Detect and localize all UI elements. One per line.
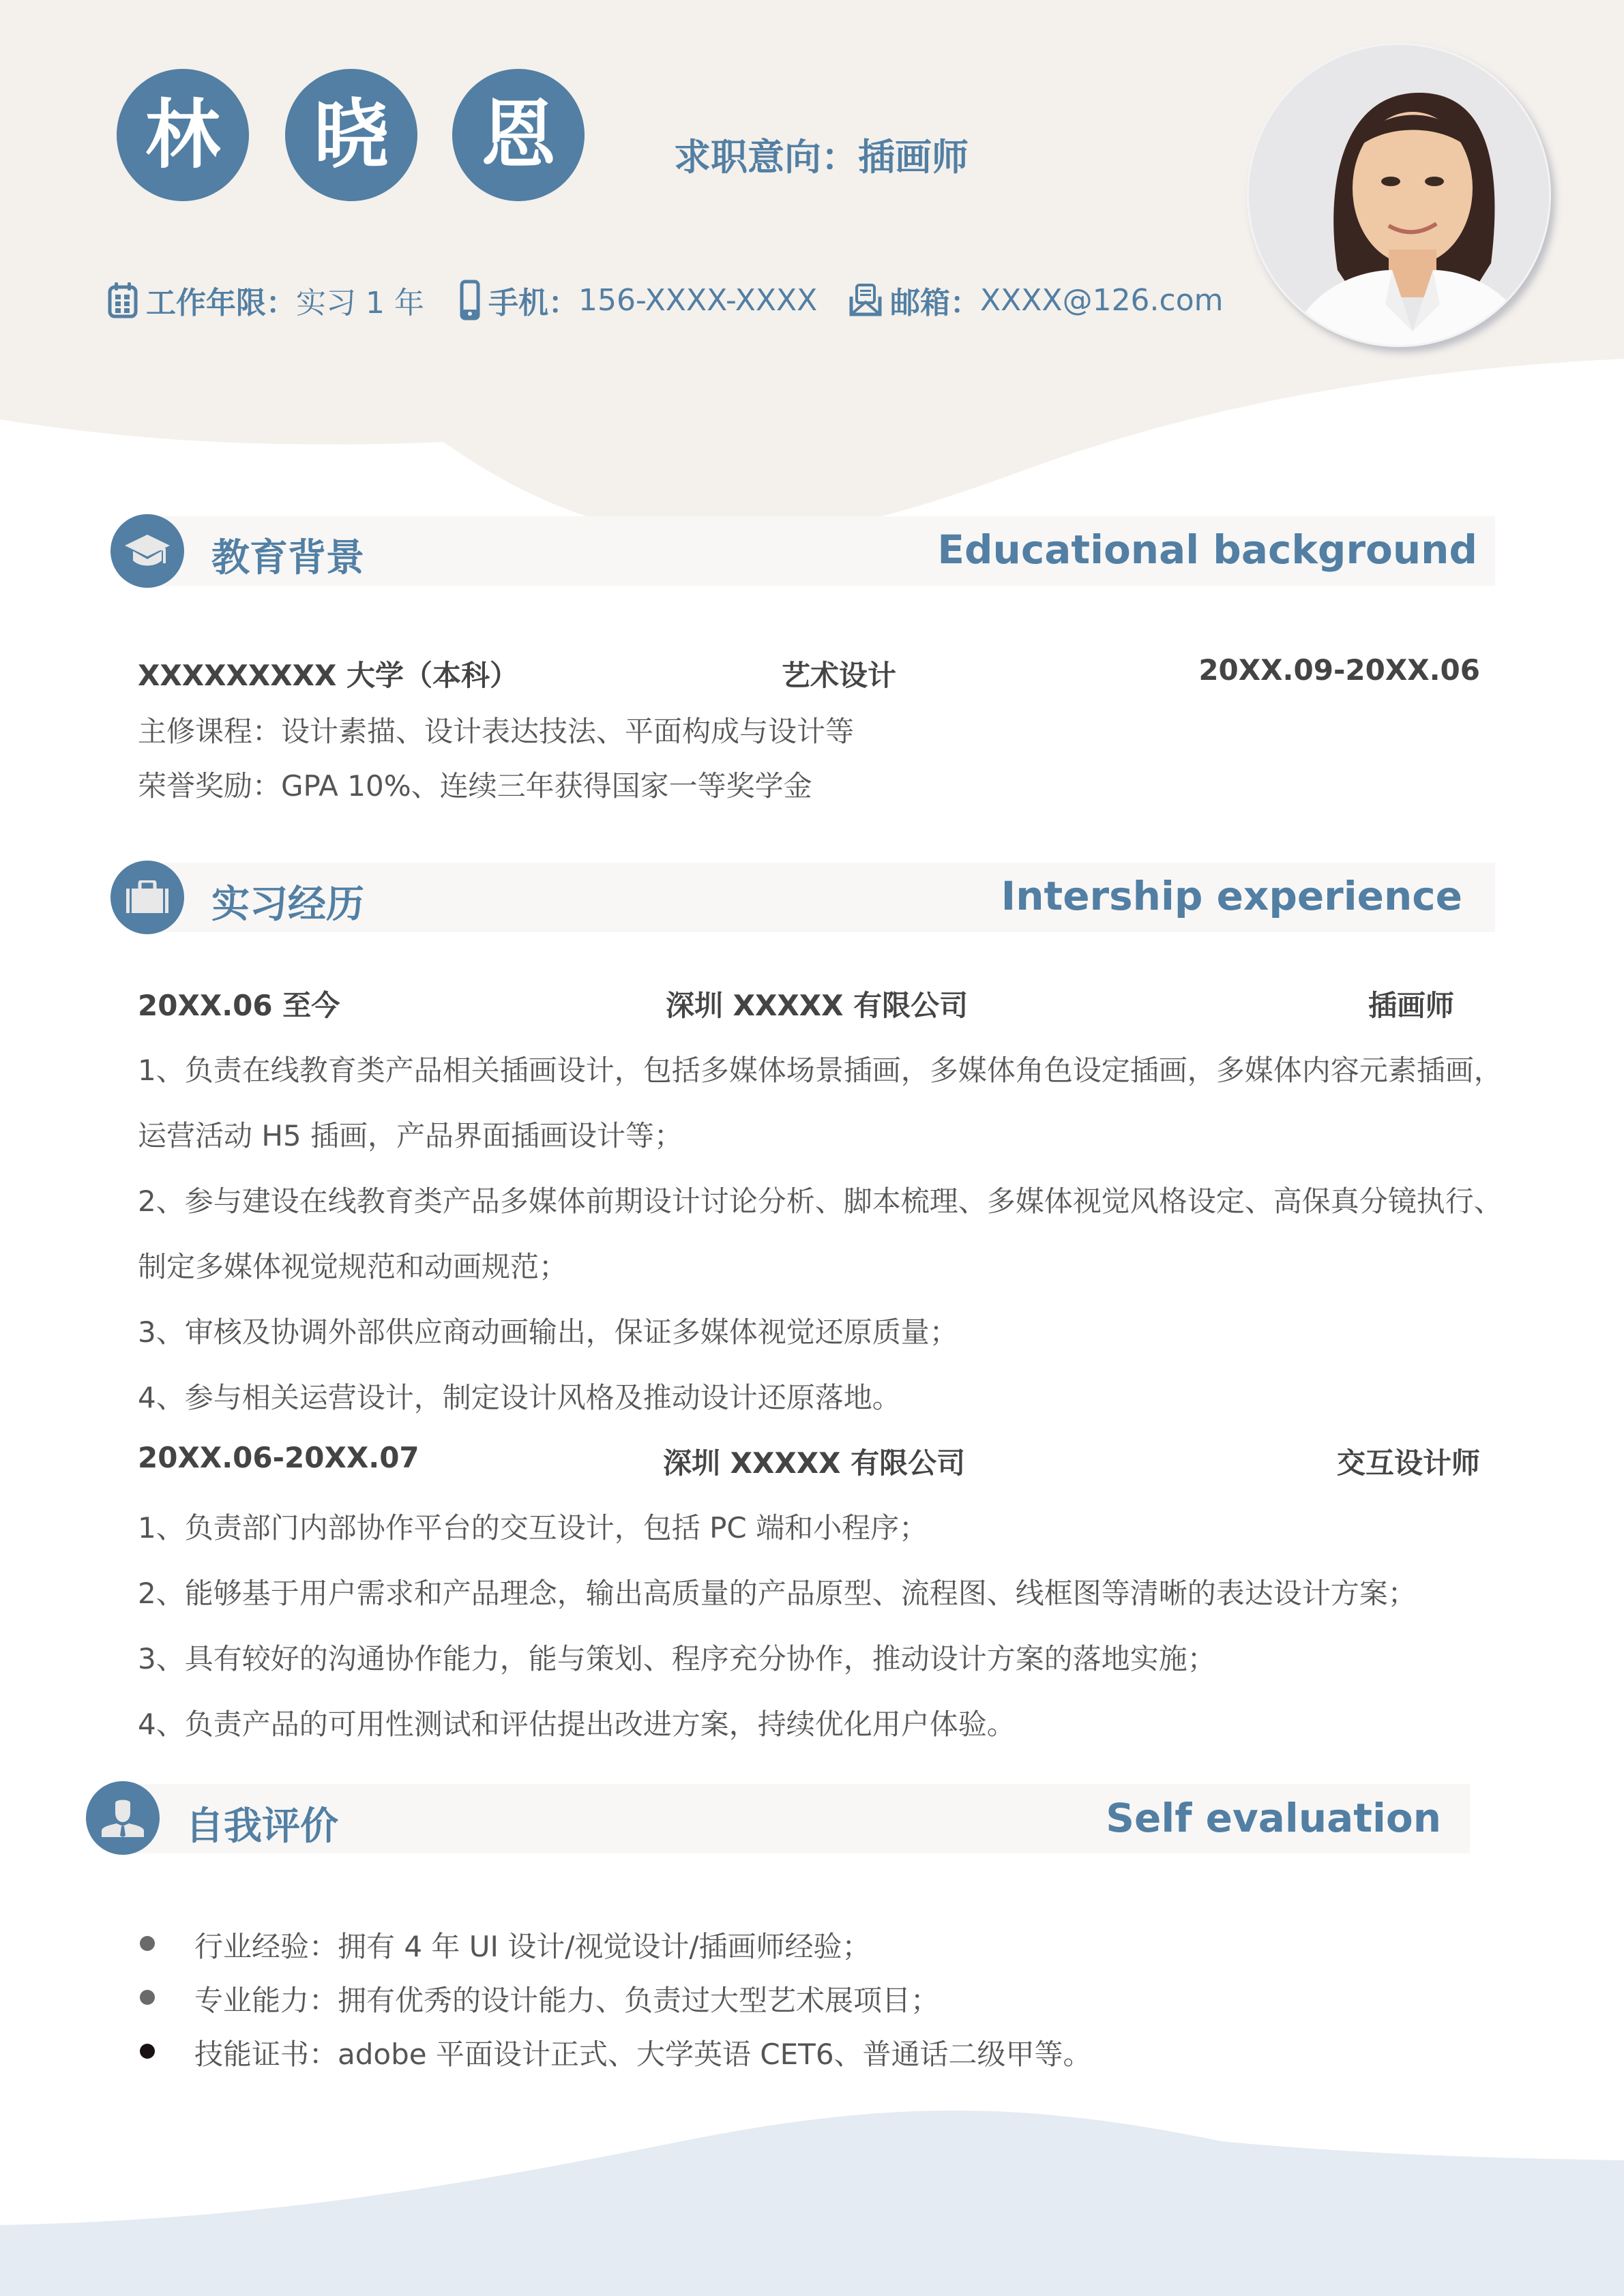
name-char-3: 恩 (452, 69, 585, 201)
profile-photo (1247, 43, 1551, 347)
phone-icon (460, 280, 480, 320)
job1-line: 制定多媒体视觉规范和动画规范； (138, 1250, 568, 1283)
job-period: 20XX.06 至今 (138, 989, 340, 1022)
job2-line: 3、具有较好的沟通协作能力，能与策划、程序充分协作，推动设计方案的落地实施； (138, 1642, 1216, 1675)
job-company: 深圳 XXXXX 有限公司 (666, 989, 969, 1022)
job1-line: 4、参与相关运营设计，制定设计风格及推动设计还原落地。 (138, 1381, 901, 1414)
bullet-dot (140, 1936, 155, 1951)
mail-icon (849, 283, 882, 317)
contact-value: 实习 1 年 (296, 286, 424, 320)
job-role: 插画师 (1368, 989, 1454, 1022)
self-eval-item: 行业经验：拥有 4 年 UI 设计/视觉设计/插画师经验； (194, 1930, 871, 1963)
briefcase-icon (126, 880, 168, 914)
contact-label: 邮箱： (890, 286, 980, 320)
contact-email (849, 280, 1224, 320)
contact-work-years (108, 280, 424, 320)
contact-label: 手机： (488, 286, 578, 320)
job-role: 交互设计师 (1336, 1446, 1480, 1480)
name-char-2: 晓 (285, 69, 417, 201)
education-icon-circle (110, 514, 184, 588)
major: 艺术设计 (782, 659, 897, 692)
education-courses: 主修课程：设计素描、设计表达技法、平面构成与设计等 (138, 715, 855, 748)
bullet-dot (140, 1990, 155, 2005)
study-period: 20XX.09-20XX.06 (1198, 653, 1480, 687)
name-char-1: 林 (117, 69, 249, 201)
education-title-en: Educational background (937, 526, 1477, 573)
job1-line: 运营活动 H5 插画，产品界面插画设计等； (138, 1119, 683, 1152)
self-eval-item: 技能证书：adobe 平面设计正式、大学英语 CET6、普通话二级甲等。 (194, 2038, 1092, 2071)
school-name: XXXXXXXXX 大学（本科） (138, 659, 519, 692)
job-objective (674, 128, 969, 181)
portrait-photo (1249, 45, 1549, 345)
job-row-1 (138, 983, 1480, 1024)
job2-line: 2、能够基于用户需求和产品理念，输出高质量的产品原型、流程图、线框图等清晰的表达设计方案； (138, 1577, 1417, 1610)
job1-line: 2、参与建设在线教育类产品多媒体前期设计讨论分析、脚本梳理、多媒体视觉风格设定、高保真分镜执行、 (138, 1184, 1503, 1218)
job-period: 20XX.06-20XX.07 (138, 1441, 419, 1474)
calendar-icon (108, 282, 138, 318)
education-title-cn: 教育背景 (211, 536, 364, 580)
education-row (138, 653, 1480, 694)
contact-value[interactable]: 156-XXXX-XXXX (578, 282, 818, 318)
self-eval-title-en: Self evaluation (1106, 1795, 1441, 1841)
job1-line: 3、审核及协调外部供应商动画输出，保证多媒体视觉还原质量； (138, 1315, 958, 1349)
job1-line: 1、负责在线教育类产品相关插画设计，包括多媒体场景插画，多媒体角色设定插画，多媒体内容元素插画， (138, 1054, 1503, 1087)
internship-icon-circle (110, 861, 184, 934)
job2-line: 1、负责部门内部协作平台的交互设计，包括 PC 端和小程序； (138, 1511, 928, 1545)
internship-title-cn: 实习经历 (211, 882, 364, 927)
contact-label: 工作年限： (146, 286, 296, 320)
internship-title-en: Intership experience (1001, 873, 1462, 919)
education-honors: 荣誉奖励：GPA 10%、连续三年获得国家一等奖学金 (138, 769, 812, 803)
bullet-dot (140, 2044, 155, 2059)
self-eval-title-cn: 自我评价 (186, 1804, 338, 1849)
self-eval-item: 专业能力：拥有优秀的设计能力、负责过大型艺术展项目； (194, 1984, 940, 2017)
job2-line: 4、负责产品的可用性测试和评估提出改进方案，持续优化用户体验。 (138, 1708, 1016, 1741)
graduation-cap-icon (123, 531, 171, 571)
objective-label: 求职意向： (674, 136, 858, 179)
contact-phone (460, 280, 817, 320)
person-icon (102, 1799, 144, 1837)
contact-value[interactable]: XXXX@126.com (980, 282, 1224, 318)
objective-value: 插画师 (858, 136, 969, 179)
job-company: 深圳 XXXXX 有限公司 (663, 1446, 966, 1480)
job-row-2 (138, 1441, 1480, 1482)
self-eval-icon-circle (86, 1781, 160, 1855)
